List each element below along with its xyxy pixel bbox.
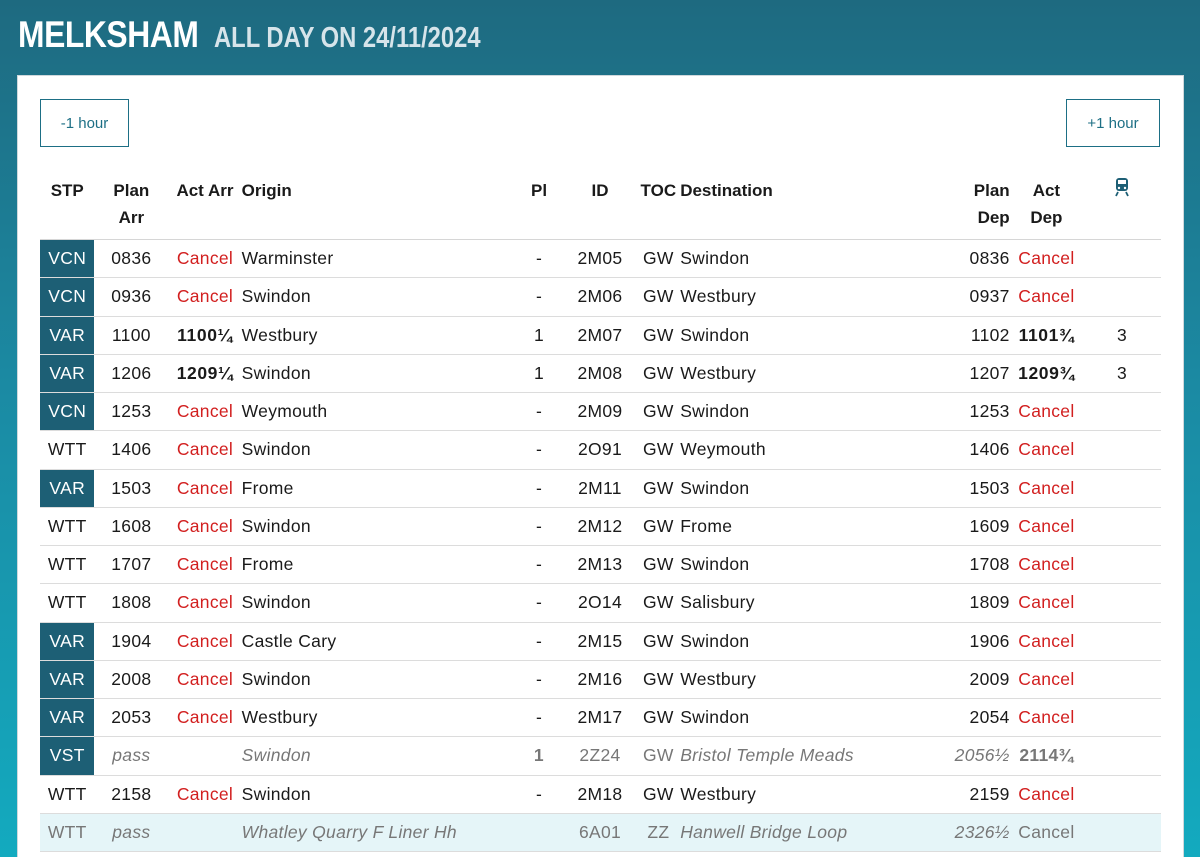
actual-departure-cell: Cancel [1010, 699, 1083, 737]
origin-cell: Swindon [242, 431, 515, 469]
headcode-cell: 2M07 [563, 316, 636, 354]
plan-arrival-cell: 1206 [94, 354, 168, 392]
page-subtitle: ALL DAY ON 24/11/2024 [213, 22, 481, 54]
headcode-cell: 2O91 [563, 431, 636, 469]
table-row[interactable] [40, 546, 1161, 584]
table-row[interactable] [40, 584, 1161, 622]
origin-cell: Swindon [242, 354, 515, 392]
actual-departure-cell: Cancel [1010, 622, 1083, 660]
platform-cell: - [515, 240, 564, 278]
platform-cell: - [515, 584, 564, 622]
destination-cell: Westbury [680, 660, 954, 698]
plan-departure-cell: 1102 [955, 316, 1010, 354]
actual-departure-cell: Cancel [1010, 240, 1083, 278]
platform-cell: - [515, 546, 564, 584]
table-row[interactable] [40, 354, 1161, 392]
headcode-cell: 6A01 [563, 813, 636, 851]
origin-cell: Swindon [242, 278, 515, 316]
toc-cell: GW [636, 507, 680, 545]
headcode-cell: 2M13 [563, 546, 636, 584]
header-toc[interactable]: TOC [636, 171, 680, 240]
platform-cell: 1 [515, 737, 564, 775]
units-cell [1083, 393, 1161, 431]
headcode-cell: 2M05 [563, 240, 636, 278]
actual-departure-cell: Cancel [1010, 813, 1083, 851]
actual-arrival-cell: Cancel [168, 240, 241, 278]
train-icon [1114, 177, 1130, 197]
headcode-cell: 2O14 [563, 584, 636, 622]
origin-cell: Whatley Quarry F Liner Hh [242, 813, 515, 851]
platform-cell: - [515, 507, 564, 545]
actual-arrival-cell: Cancel [168, 546, 241, 584]
header-destination[interactable]: Destination [680, 171, 954, 240]
units-cell [1083, 699, 1161, 737]
headcode-cell: 2M15 [563, 622, 636, 660]
units-cell [1083, 660, 1161, 698]
plan-departure-cell: 2054 [955, 699, 1010, 737]
origin-cell: Swindon [242, 507, 515, 545]
stp-cell: VAR [40, 469, 94, 507]
units-cell [1083, 737, 1161, 775]
table-row[interactable] [40, 316, 1161, 354]
units-cell [1083, 469, 1161, 507]
toc-cell: GW [636, 622, 680, 660]
results-panel [17, 75, 1184, 857]
origin-cell: Warminster [242, 240, 515, 278]
destination-cell: Bristol Temple Meads [680, 737, 954, 775]
platform-cell: - [515, 660, 564, 698]
origin-cell: Castle Cary [242, 622, 515, 660]
plan-arrival-cell: 1100 [94, 316, 168, 354]
platform-cell: - [515, 469, 564, 507]
header-stp[interactable]: STP [40, 171, 94, 240]
origin-cell: Weymouth [242, 393, 515, 431]
actual-departure-cell: Cancel [1010, 584, 1083, 622]
header-origin[interactable]: Origin [242, 171, 515, 240]
stp-cell: WTT [40, 813, 94, 851]
actual-arrival-cell: Cancel [168, 660, 241, 698]
units-cell [1083, 584, 1161, 622]
origin-cell: Westbury [242, 316, 515, 354]
headcode-cell: 2M08 [563, 354, 636, 392]
toc-cell: GW [636, 240, 680, 278]
destination-cell: Westbury [680, 278, 954, 316]
plan-arrival-cell: 1707 [94, 546, 168, 584]
toc-cell: GW [636, 699, 680, 737]
origin-cell: Westbury [242, 699, 515, 737]
headcode-cell: 2M12 [563, 507, 636, 545]
stp-cell: VAR [40, 622, 94, 660]
stp-cell: WTT [40, 431, 94, 469]
plan-departure-cell: 1609 [955, 507, 1010, 545]
plan-arrival-cell: 0936 [94, 278, 168, 316]
destination-cell: Salisbury [680, 584, 954, 622]
table-row[interactable] [40, 622, 1161, 660]
actual-departure-cell: 1101¾ [1010, 316, 1083, 354]
next-hour-button[interactable]: +1 hour [1066, 99, 1160, 147]
units-cell [1083, 278, 1161, 316]
header-plan-dep[interactable]: Plan Dep [955, 171, 1010, 240]
plan-arrival-cell: 1808 [94, 584, 168, 622]
actual-arrival-cell: Cancel [168, 622, 241, 660]
plan-arrival-cell: pass [94, 813, 168, 851]
header-units[interactable] [1083, 171, 1161, 240]
destination-cell: Swindon [680, 546, 954, 584]
destination-cell: Swindon [680, 699, 954, 737]
destination-cell: Swindon [680, 469, 954, 507]
table-row[interactable] [40, 469, 1161, 507]
table-row[interactable] [40, 240, 1161, 278]
plan-arrival-cell: 1253 [94, 393, 168, 431]
header-act-arr[interactable]: Act Arr [168, 171, 241, 240]
toc-cell: GW [636, 431, 680, 469]
header-id[interactable]: ID [563, 171, 636, 240]
header-plan-arr[interactable]: Plan Arr [94, 171, 168, 240]
actual-departure-cell: Cancel [1010, 431, 1083, 469]
toc-cell: GW [636, 546, 680, 584]
actual-departure-cell: 2114¾ [1010, 737, 1083, 775]
actual-arrival-cell: Cancel [168, 278, 241, 316]
headcode-cell: 2M09 [563, 393, 636, 431]
headcode-cell: 2Z24 [563, 737, 636, 775]
table-row[interactable] [40, 737, 1161, 775]
headcode-cell: 2M16 [563, 660, 636, 698]
platform-cell: - [515, 775, 564, 813]
stp-cell: WTT [40, 775, 94, 813]
toc-cell: GW [636, 278, 680, 316]
platform-cell: - [515, 393, 564, 431]
toc-cell: GW [636, 775, 680, 813]
origin-cell: Frome [242, 546, 515, 584]
plan-departure-cell: 1809 [955, 584, 1010, 622]
units-cell [1083, 622, 1161, 660]
actual-departure-cell: Cancel [1010, 546, 1083, 584]
plan-arrival-cell: 2158 [94, 775, 168, 813]
actual-departure-cell: Cancel [1010, 393, 1083, 431]
origin-cell: Swindon [242, 775, 515, 813]
origin-cell: Swindon [242, 737, 515, 775]
station-name: MELKSHAM [18, 14, 199, 55]
plan-departure-cell: 1503 [955, 469, 1010, 507]
destination-cell: Weymouth [680, 431, 954, 469]
destination-cell: Frome [680, 507, 954, 545]
actual-arrival-cell: 1209¼ [168, 354, 241, 392]
toc-cell: GW [636, 354, 680, 392]
origin-cell: Swindon [242, 584, 515, 622]
stp-cell: VST [40, 737, 94, 775]
actual-arrival-cell [168, 813, 241, 851]
header-act-dep[interactable]: Act Dep [1010, 171, 1083, 240]
stp-cell: WTT [40, 546, 94, 584]
units-cell [1083, 546, 1161, 584]
headcode-cell: 2M18 [563, 775, 636, 813]
actual-arrival-cell: Cancel [168, 431, 241, 469]
table-row[interactable] [40, 431, 1161, 469]
actual-arrival-cell: Cancel [168, 507, 241, 545]
stp-cell: VAR [40, 316, 94, 354]
toc-cell: GW [636, 316, 680, 354]
stp-cell: VCN [40, 393, 94, 431]
stp-cell: VCN [40, 278, 94, 316]
actual-departure-cell: Cancel [1010, 775, 1083, 813]
plan-departure-cell: 1708 [955, 546, 1010, 584]
actual-arrival-cell: Cancel [168, 775, 241, 813]
destination-cell: Swindon [680, 316, 954, 354]
plan-departure-cell: 1253 [955, 393, 1010, 431]
units-cell [1083, 813, 1161, 851]
stp-cell: VCN [40, 240, 94, 278]
destination-cell: Westbury [680, 354, 954, 392]
origin-cell: Frome [242, 469, 515, 507]
destination-cell: Swindon [680, 393, 954, 431]
plan-arrival-cell: 2008 [94, 660, 168, 698]
stp-cell: VAR [40, 354, 94, 392]
toc-cell: GW [636, 737, 680, 775]
plan-arrival-cell: 2053 [94, 699, 168, 737]
table-header [40, 171, 1161, 240]
toc-cell: GW [636, 660, 680, 698]
destination-cell: Swindon [680, 622, 954, 660]
platform-cell: - [515, 278, 564, 316]
headcode-cell: 2M17 [563, 699, 636, 737]
actual-arrival-cell [168, 737, 241, 775]
units-cell [1083, 507, 1161, 545]
platform-cell: - [515, 431, 564, 469]
actual-arrival-cell: Cancel [168, 393, 241, 431]
platform-cell: 1 [515, 354, 564, 392]
actual-departure-cell: 1209¾ [1010, 354, 1083, 392]
table-body [40, 240, 1161, 852]
origin-cell: Swindon [242, 660, 515, 698]
header-platform[interactable]: Pl [515, 171, 564, 240]
table-row[interactable] [40, 699, 1161, 737]
platform-cell: - [515, 622, 564, 660]
platform-cell: 1 [515, 316, 564, 354]
toc-cell: GW [636, 469, 680, 507]
units-cell [1083, 431, 1161, 469]
actual-arrival-cell: Cancel [168, 699, 241, 737]
platform-cell: - [515, 699, 564, 737]
plan-departure-cell: 1406 [955, 431, 1010, 469]
actual-departure-cell: Cancel [1010, 507, 1083, 545]
toc-cell: GW [636, 393, 680, 431]
table-row[interactable] [40, 507, 1161, 545]
plan-departure-cell: 2009 [955, 660, 1010, 698]
plan-departure-cell: 1906 [955, 622, 1010, 660]
actual-departure-cell: Cancel [1010, 469, 1083, 507]
headcode-cell: 2M11 [563, 469, 636, 507]
destination-cell: Swindon [680, 240, 954, 278]
stp-cell: VAR [40, 699, 94, 737]
actual-arrival-cell: Cancel [168, 584, 241, 622]
platform-cell [515, 813, 564, 851]
plan-departure-cell: 0937 [955, 278, 1010, 316]
plan-arrival-cell: 1503 [94, 469, 168, 507]
table-row[interactable] [40, 278, 1161, 316]
destination-cell: Westbury [680, 775, 954, 813]
table-row[interactable] [40, 393, 1161, 431]
stp-cell: VAR [40, 660, 94, 698]
stp-cell: WTT [40, 507, 94, 545]
plan-arrival-cell: 1904 [94, 622, 168, 660]
actual-arrival-cell: Cancel [168, 469, 241, 507]
units-cell [1083, 775, 1161, 813]
units-cell [1083, 240, 1161, 278]
actual-arrival-cell: 1100¼ [168, 316, 241, 354]
plan-arrival-cell: 1608 [94, 507, 168, 545]
units-cell: 3 [1083, 316, 1161, 354]
table-row[interactable] [40, 660, 1161, 698]
table-row[interactable] [40, 813, 1161, 851]
toc-cell: ZZ [636, 813, 680, 851]
previous-hour-button[interactable]: -1 hour [40, 99, 129, 147]
plan-departure-cell: 0836 [955, 240, 1010, 278]
plan-departure-cell: 2056½ [955, 737, 1010, 775]
actual-departure-cell: Cancel [1010, 278, 1083, 316]
plan-arrival-cell: 0836 [94, 240, 168, 278]
plan-arrival-cell: pass [94, 737, 168, 775]
stp-cell: WTT [40, 584, 94, 622]
headcode-cell: 2M06 [563, 278, 636, 316]
table-row[interactable] [40, 775, 1161, 813]
plan-arrival-cell: 1406 [94, 431, 168, 469]
plan-departure-cell: 2159 [955, 775, 1010, 813]
units-cell: 3 [1083, 354, 1161, 392]
services-table [40, 171, 1161, 852]
destination-cell: Hanwell Bridge Loop [680, 813, 954, 851]
page-header [18, 14, 539, 64]
actual-departure-cell: Cancel [1010, 660, 1083, 698]
toc-cell: GW [636, 584, 680, 622]
plan-departure-cell: 1207 [955, 354, 1010, 392]
plan-departure-cell: 2326½ [955, 813, 1010, 851]
